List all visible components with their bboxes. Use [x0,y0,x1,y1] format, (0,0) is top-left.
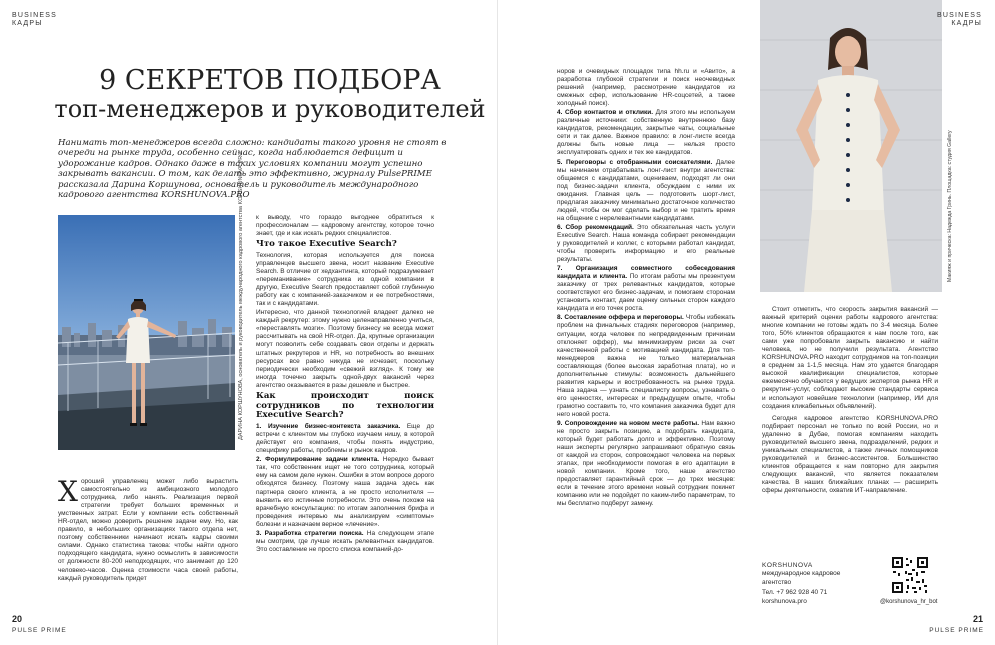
subheading-how-search-works: Как происходит поиск сотрудников по технологии Executive Search? [256,390,434,421]
list-item [557,109,735,157]
list-item-title: 4. Сбор контактов и отклики. [557,109,654,117]
list-item [557,314,735,419]
list-item-title: 2. Формулирование задачи клиента. [256,456,380,464]
list-item-text: Чтобы избежать проблем на финальных стадиях переговоров (например, ситуации, когда человек по непредвиденным причинам отклоняет оффер), мы минимизируем риски за счет качественной работы с мотивацией кандидата. Для топ-менеджеров важна не только материальная составляющая (более высокая заработная плата), но и дополнительные стимулы: возможность дальнейшего развития карьеры и востребованность на рынке труда. Наша задача — узнать специалисту вопросы, узнавать о его ценностях, интересах и предыдущем опыте, чтобы грамотно составить то, что компания заказчика будет для него новой роста. [557,314,735,418]
spine [497,0,498,645]
rooftop-scene [58,215,235,450]
dropcap: Х [58,475,78,508]
photo-credit-vertical: Макияж и прическа: Надежда Гринь. Площадка: студия Gallery [947,130,953,282]
list-item-text: Нередко бывает так, что собственник ищет не того сотрудника, который ему на самом деле нужен. Ошибки в этом вопросе дорого обходятся бизнесу. Поэтому наша задача здесь как партнера своего клиента, а не просто исполнителя — выявить его истинные потребности. Это очень похоже на врачебную консультацию: по итогам заполнения брифа и проведения интервью мы анализируем «симптомы» болезни и назначаем верное «лечение». [256,456,434,528]
list-item-title: 7. Организация совместного собеседования кандидата и клиента. [557,265,735,281]
subheading-what-is-executive-search: Что такое Executive Search? [256,239,397,250]
list-item-title: 6. Сбор рекомендаций. [557,223,634,231]
column-4 [762,306,938,496]
brand-description: международное кадровое агентство [762,570,841,586]
section-sub: КАДРЫ [951,20,982,27]
list-item-text: Это обязательная часть услуги Executive Search. Наша команда собирает рекомендации у руководителей и коллег, с которыми работал кандидат, чтобы проверить информацию и его реальные результаты. [557,223,736,264]
column-3 [557,68,735,510]
list-item-text: Нам важно не просто закрыть позицию, а подобрать кандидата, который будет работать долго и эффективно. Поэтому наши эксперты регулярно запрашивают обратную связь от каждой из сторон, сопровождают человека на первых этапах, при необходимости помогая в его адаптации в новой компании. Кроме того, наше агентство предоставляет гарантийный срок — до трех месяцев: если в течение этого времени новый сотрудник покинет компанию или не подойдет по каким-либо параметрам, то мы бесплатно подберут замену. [557,420,735,508]
col2-paragraph-2: Интересно, что данной технологией владеет далеко не каждый рекрутер: этому нужно целенаправленно учиться, «переставлять мозги». Поэтому бизнесу не всегда может рассчитывать на свой HR-отдел. Да, крупные организации могут позволить себе создавать свои отделы и держать штатных рекрутеров и HR, но потребность во внешних ресурсах все равно никуда не исчезает, поскольку периодически необходим «свежий взгляд». К тому же иногда точечно закрыть одной-двух вакансий через агентство оказывается в разы дешевле и быстрее. [256,309,434,389]
list-item [557,159,735,223]
magazine-name-left: PULSE PRIME [12,627,67,634]
portrait-photo-studio [760,0,942,292]
list-item [557,224,735,264]
list-item-text: На следующем этапе мы смотрим, где лучше искать релевантных кандидатов. Это составление не просто списка компаний-до- [256,529,434,553]
social-handle[interactable]: @korshunova_hr_bot [880,599,938,605]
page-number-right: 21 [972,614,983,624]
col4-paragraph-1: Стоит отметить, что скорость закрытия вакансий — важный критерий оценки работы кадрового агентства: многие компании не готовы ждать по 3-4 месяца. Более того, 50% клиентов обращаются к нам после того, как сами уже попробовали закрыть вакансию и найти человека, но не получили результата. Агентство KORSHUNOVA.PRO находит сотрудников на топ-позиции в среднем за 1-1,5 месяца. Нам это удается благодаря высокой квалификации специалистов, которые ежемесячно обучаются у ведущих экспертов рынка HR и рекрутинг-услуг, соблюдают высокие стандарты сервиса и используют новейшие технологии (например, ИИ для создания кликабельных объявлений). [762,306,938,410]
section-label-left [12,12,57,28]
article-title-line2: топ-менеджеров и руководителей [54,95,486,123]
magazine-name-right: PULSE PRIME [929,627,984,634]
list-item [256,423,434,455]
section-name: BUSINESS [937,12,982,19]
list-item [256,456,434,528]
section-name: BUSINESS [12,12,57,19]
list-item [557,265,735,313]
phone-number[interactable]: Тел. +7 962 928 40 71 [762,589,828,597]
page-number-left: 20 [12,614,23,624]
website-link[interactable]: korshunova.pro [762,597,807,605]
list-item [557,420,735,509]
list-item-title: 9. Сопровождение на новом месте работы. [557,420,700,428]
col2-intro: к выводу, что гораздо выгоднее обратиться к профессионалам — кадровому агентству, которое точно знает, где и как искать редких специалистов. [256,214,434,238]
list-item-text: Далее мы начинаем отрабатывать лонг-лист внутри агентства: общаемся с кандидатами, оцениваем, подходят ли они под бизнес-задачи клиента, обсуждаем с ними их ожидания. Главная цель — подготовить шорт-лист, предлагая заказчику минимально достаточное количество людей, чтобы он мог сделать выбор и не тратить время на общение с нерелевантными кандидатами. [557,158,735,222]
qr-code-icon [890,555,930,595]
portrait-photo-rooftop [58,215,235,450]
list-item-text: Еще до встречи с клиентом мы глубоко изучаем нишу, в которой действует его компания, чтобы понять индустрию, специфику работы, проблемы и рынок кадров. [256,423,434,455]
article-title-line1: 9 СЕКРЕТОВ ПОДБОРА [99,65,441,96]
contact-block [762,562,852,606]
column-1 [58,475,238,583]
brand-name: KORSHUNOVA [762,562,813,569]
lead-paragraph: Нанимать топ-менеджеров всегда сложно: кандидаты такого уровня не стоят в очереди на рынке труда, особенно сейчас, когда наблюдается дефицит и удорожание кадров. Однако даже в таких условиях компании могут успешно закрывать вакансии. О том, как делать это эффективно, журналу PulsePRIME рассказала Дарина Коршунова, основатель и руководитель международного кадрового агентства KORSHUNOVA.PRO [58,138,447,201]
qr-code[interactable] [890,555,930,595]
list-item-title: 8. Составление оффера и переговоры. [557,314,684,322]
list-item-title: 5. Переговоры с отобранными соискателями. [557,158,713,166]
section-label-right [930,12,982,28]
col3-intro: норов и очевидных площадок типа hh.ru и «Авито», а разработка глубокой стратегии и поиск неочевидных решений (например, рассмотрение кандидатов из смежных сфер, использование HR-соцсетей, а также холодный поиск). [557,68,735,108]
list-item-text: Для этого мы используем различные источники: собственную внутреннюю базу кандидатов, рекомендации, закрытые чаты, социальные сети и так далее. Важное правило: в лонг-листе всегда должны быть новые лица — нельзя просто эксплуатировать одних и тех же кандидатов. [557,109,735,157]
col2-paragraph-1: Технология, которая используется для поиска управленцев высшего звена, носит название Executive Search. В отличие от хедхантинга, который подразумевает «переманивание» сотрудника из одной компании в другую, Executive Search предоставляет собой глубинную работу как с компанией-заказчиком и ее потребностями, так и с кандидатами. [256,251,434,308]
col4-paragraph-2: Сегодня кадровое агентство KORSHUNOVA.PRO подбирает персонал не только по всей России, но и удаленно в Дубае, помогая компаниям находить руководителей высшего звена, подразделений, редких и уникальных специалистов, а также личных помощников руководителей и бизнес-ассистентов. Большинство клиентов обращается к нам повторно для закрытия следующих вакансий, что является показателем качества. В наших ближайших планах — расширить сферы деятельности, охватив ИТ-направление. [762,414,938,495]
list-item-text: По итогам работы мы презентуем заказчику от трех релевантных кандидатов, которые соответствуют его бизнес-задачам, и помогаем сторонам установить контакт, даем оценку сильных сторон каждого кандидата и его точек роста. [557,273,735,313]
list-item-title: 1. Изучение бизнес-контекста заказчика. [256,423,401,431]
list-item [256,530,434,554]
section-sub: КАДРЫ [12,20,43,27]
photo-caption-vertical: ДАРИНА КОРШУНОВА, основатель и руководитель международного кадрового агентства KORSHUNOVA.PRO [238,151,244,440]
studio-scene [760,0,942,292]
column-2 [256,214,434,555]
column-1-text: ороший управленец может либо вырастить самостоятельно из амбициозного молодого сотрудника, либо нанять. Реализация первой стратегии требует больших временных и умственных затрат. Если у компании есть собственный HR-отдел, можно доверить решение задачи ему. Но, как правило, в небольших организациях такого отдела нет, поэтому собственники начинают искать кадры своими силами. Однако статистика такова: чтобы найти одного подходящего кандидата, нужно осмыслить в зависимости от должности 80-200 неподходящих, что занимает до 120 человеко-часов. Оценка стоимости часа своей работы, каждый руководитель придет [58,478,238,582]
list-item-title: 3. Разработка стратегии поиска. [256,529,364,537]
